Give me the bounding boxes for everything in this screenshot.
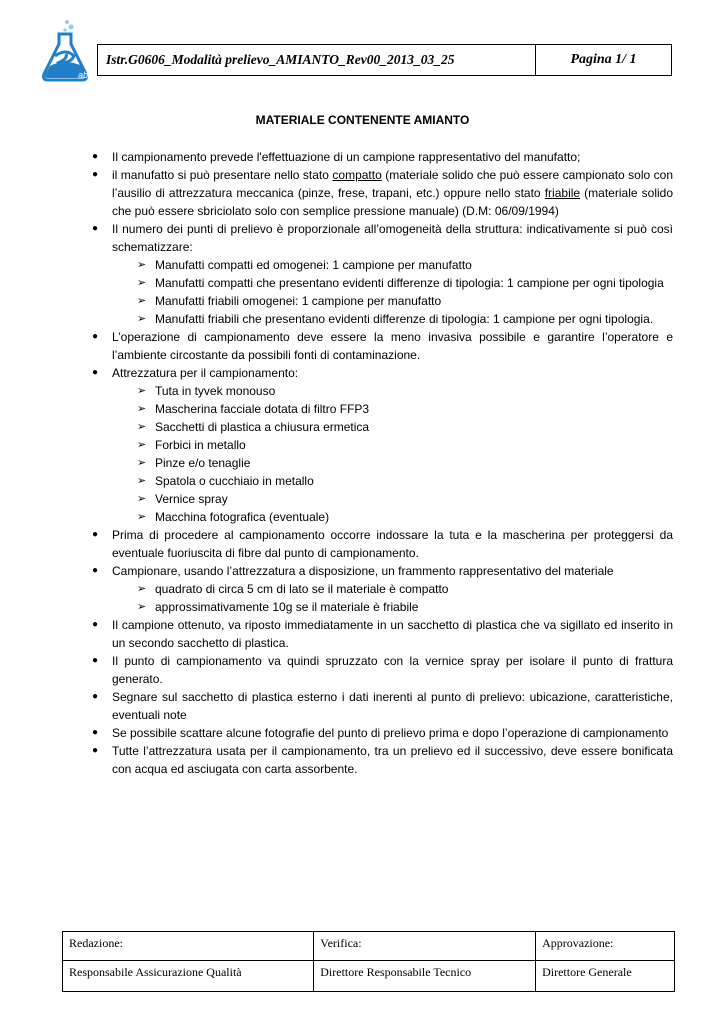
table-cell: Approvazione: — [536, 932, 675, 961]
arrow-icon: ➢ — [137, 511, 147, 523]
list-item: ● L’operazione di campionamento deve essere la meno invasiva possibile e garantire l’operatore e l’ambiente circostante da possibili fonti di contaminazione. — [92, 330, 673, 362]
bullet-icon: ● — [92, 727, 99, 738]
arrow-icon: ➢ — [137, 295, 147, 307]
arrow-icon: ➢ — [137, 601, 147, 613]
sub-list — [112, 256, 673, 328]
bullet-icon: ● — [92, 223, 99, 234]
bullet-icon: ● — [92, 565, 99, 576]
sub-list-item: ➢ Mascherina facciale dotata di filtro FFP3 — [137, 402, 370, 416]
list-item: ● Prima di procedere al campionamento occorre indossare la tuta e la mascherina per proteggersi da eventuale fuoriuscita di fibre dal punto di campionamento. — [92, 528, 673, 560]
sub-list-item: ➢ Manufatti compatti ed omogenei: 1 campione per manufatto — [137, 258, 472, 272]
bullet-icon: ● — [92, 169, 99, 180]
list-item: ● Tutte l’attrezzatura usata per il campionamento, tra un prelievo ed il successivo, deve essere bonificata con acqua ed asciugata con carta assorbente. — [92, 744, 673, 776]
list-item: ● Campionare, usando l’attrezzatura a disposizione, un frammento rappresentativo del materiale ➢ quadrato di circa 5 cm di lato se il materiale è compatto ➢ approssimativamente 10g se il materiale è friabile — [90, 562, 673, 616]
bullet-icon: ● — [92, 367, 99, 378]
document-code: Istr.G0606_Modalità prelievo_AMIANTO_Rev00_2013_03_25 — [98, 45, 536, 75]
sub-list-item: ➢ Sacchetti di plastica a chiusura ermetica — [137, 420, 370, 434]
sub-list — [112, 382, 673, 526]
table-cell: Direttore Generale — [536, 961, 675, 992]
sub-list-item: ➢ Pinze e/o tenaglie — [137, 456, 251, 470]
sub-list-item: ➢ approssimativamente 10g se il materiale è friabile — [137, 600, 419, 614]
bullet-icon: ● — [92, 691, 99, 702]
table-cell: Responsabile Assicurazione Qualità — [63, 961, 314, 992]
sub-list-item: ➢ Manufatti friabili omogenei: 1 campione per manufatto — [137, 294, 442, 308]
arrow-icon: ➢ — [137, 313, 147, 325]
table-cell: Verifica: — [314, 932, 536, 961]
page-number: Pagina 1/ 1 — [570, 52, 637, 67]
table-cell: Redazione: — [63, 932, 314, 961]
sub-list-item: ➢ Spatola o cucchiaio in metallo — [137, 474, 314, 488]
list-item: ● Segnare sul sacchetto di plastica esterno i dati inerenti al punto di prelievo: ubicazione, caratteristiche, eventuali note — [92, 690, 673, 722]
sub-list-item: ➢ Manufatti compatti che presentano evidenti differenze di tipologia: 1 campione per ogni tipologia — [137, 276, 664, 290]
bullet-icon: ● — [92, 619, 99, 630]
arrow-icon: ➢ — [137, 421, 147, 433]
bullet-list — [90, 148, 673, 778]
list-item: ● il manufatto si può presentare nello stato compatto (materiale solido che può essere campionato solo con l’ausilio di attrezzatura meccanica (pinze, frese, trapani, etc.) oppure nello stato friabile (materiale solido che può essere sbriciolato solo con semplice pressione manuale) (D.M: 06/09/1994) — [92, 168, 673, 218]
sub-list — [112, 580, 673, 616]
arrow-icon: ➢ — [137, 439, 147, 451]
document-title: MATERIALE CONTENENTE AMIANTO — [255, 113, 470, 127]
table-cell: Direttore Responsabile Tecnico — [314, 961, 536, 992]
arrow-icon: ➢ — [137, 277, 147, 289]
list-item: ● Il campionamento prevede l'effettuazione di un campione rappresentativo del manufatto; — [92, 150, 581, 164]
list-item: ● Il punto di campionamento va quindi spruzzato con la vernice spray per isolare il punto di frattura generato. — [92, 654, 673, 686]
sub-list-item: ➢ Vernice spray — [137, 492, 228, 506]
sub-list-item: ➢ Tuta in tyvek monouso — [137, 384, 276, 398]
sub-list-item: ➢ quadrato di circa 5 cm di lato se il materiale è compatto — [137, 582, 449, 596]
list-item: ● Il numero dei punti di prelievo è proporzionale all’omogeneità della struttura: indicativamente si può così schematizzare: ➢ Manufatti compatti ed omogenei: 1 campione per manufatto ➢ Manufatti compatti che presentano evidenti differenze di tipologia: 1 campione per ogni tipologia ➢ Manufatti friabili omogenei: 1 campione per manufatto ➢ Manufatti friabili che presentano evidenti differenze di tipologia: 1 campione per ogni tipologia. — [92, 222, 673, 326]
arrow-icon: ➢ — [137, 457, 147, 469]
arrow-icon: ➢ — [137, 493, 147, 505]
approval-table — [62, 931, 675, 992]
sub-list-item: ➢ Macchina fotografica (eventuale) — [137, 510, 330, 524]
bullet-icon: ● — [92, 331, 99, 342]
list-item: ● Attrezzatura per il campionamento: ➢ Tuta in tyvek monouso ➢ Mascherina facciale dotata di filtro FFP3 ➢ Sacchetti di plastica a chiusura ermetica ➢ Forbici in metallo ➢ Pinze e/o tenaglie ➢ Spatola o cucchiaio in metallo ➢ Vernice spray ➢ Macchina fotografica (eventuale) — [90, 364, 673, 526]
svg-text:ab: ab — [78, 70, 89, 80]
table-row — [63, 961, 675, 992]
sub-list-item: ➢ Manufatti friabili che presentano evidenti differenze di tipologia: 1 campione per ogni tipologia. — [137, 312, 654, 326]
company-logo — [40, 18, 92, 82]
sub-list-item: ➢ Forbici in metallo — [137, 438, 246, 452]
bullet-icon: ● — [92, 151, 99, 162]
list-item: ● Se possibile scattare alcune fotografie del punto di prelievo prima e dopo l’operazione di campionamento — [92, 726, 669, 740]
bullet-icon: ● — [92, 529, 99, 540]
arrow-icon: ➢ — [137, 259, 147, 271]
arrow-icon: ➢ — [137, 475, 147, 487]
document-body — [90, 148, 673, 778]
arrow-icon: ➢ — [137, 385, 147, 397]
arrow-icon: ➢ — [137, 583, 147, 595]
table-row — [63, 932, 675, 961]
bullet-icon: ● — [92, 745, 99, 756]
bullet-icon: ● — [92, 655, 99, 666]
flask-logo-icon — [40, 18, 92, 82]
document-header — [97, 44, 672, 76]
arrow-icon: ➢ — [137, 403, 147, 415]
list-item: ● Il campione ottenuto, va riposto immediatamente in un sacchetto di plastica che va sigillato ed inserito in un secondo sacchetto di plastica. — [92, 618, 673, 650]
